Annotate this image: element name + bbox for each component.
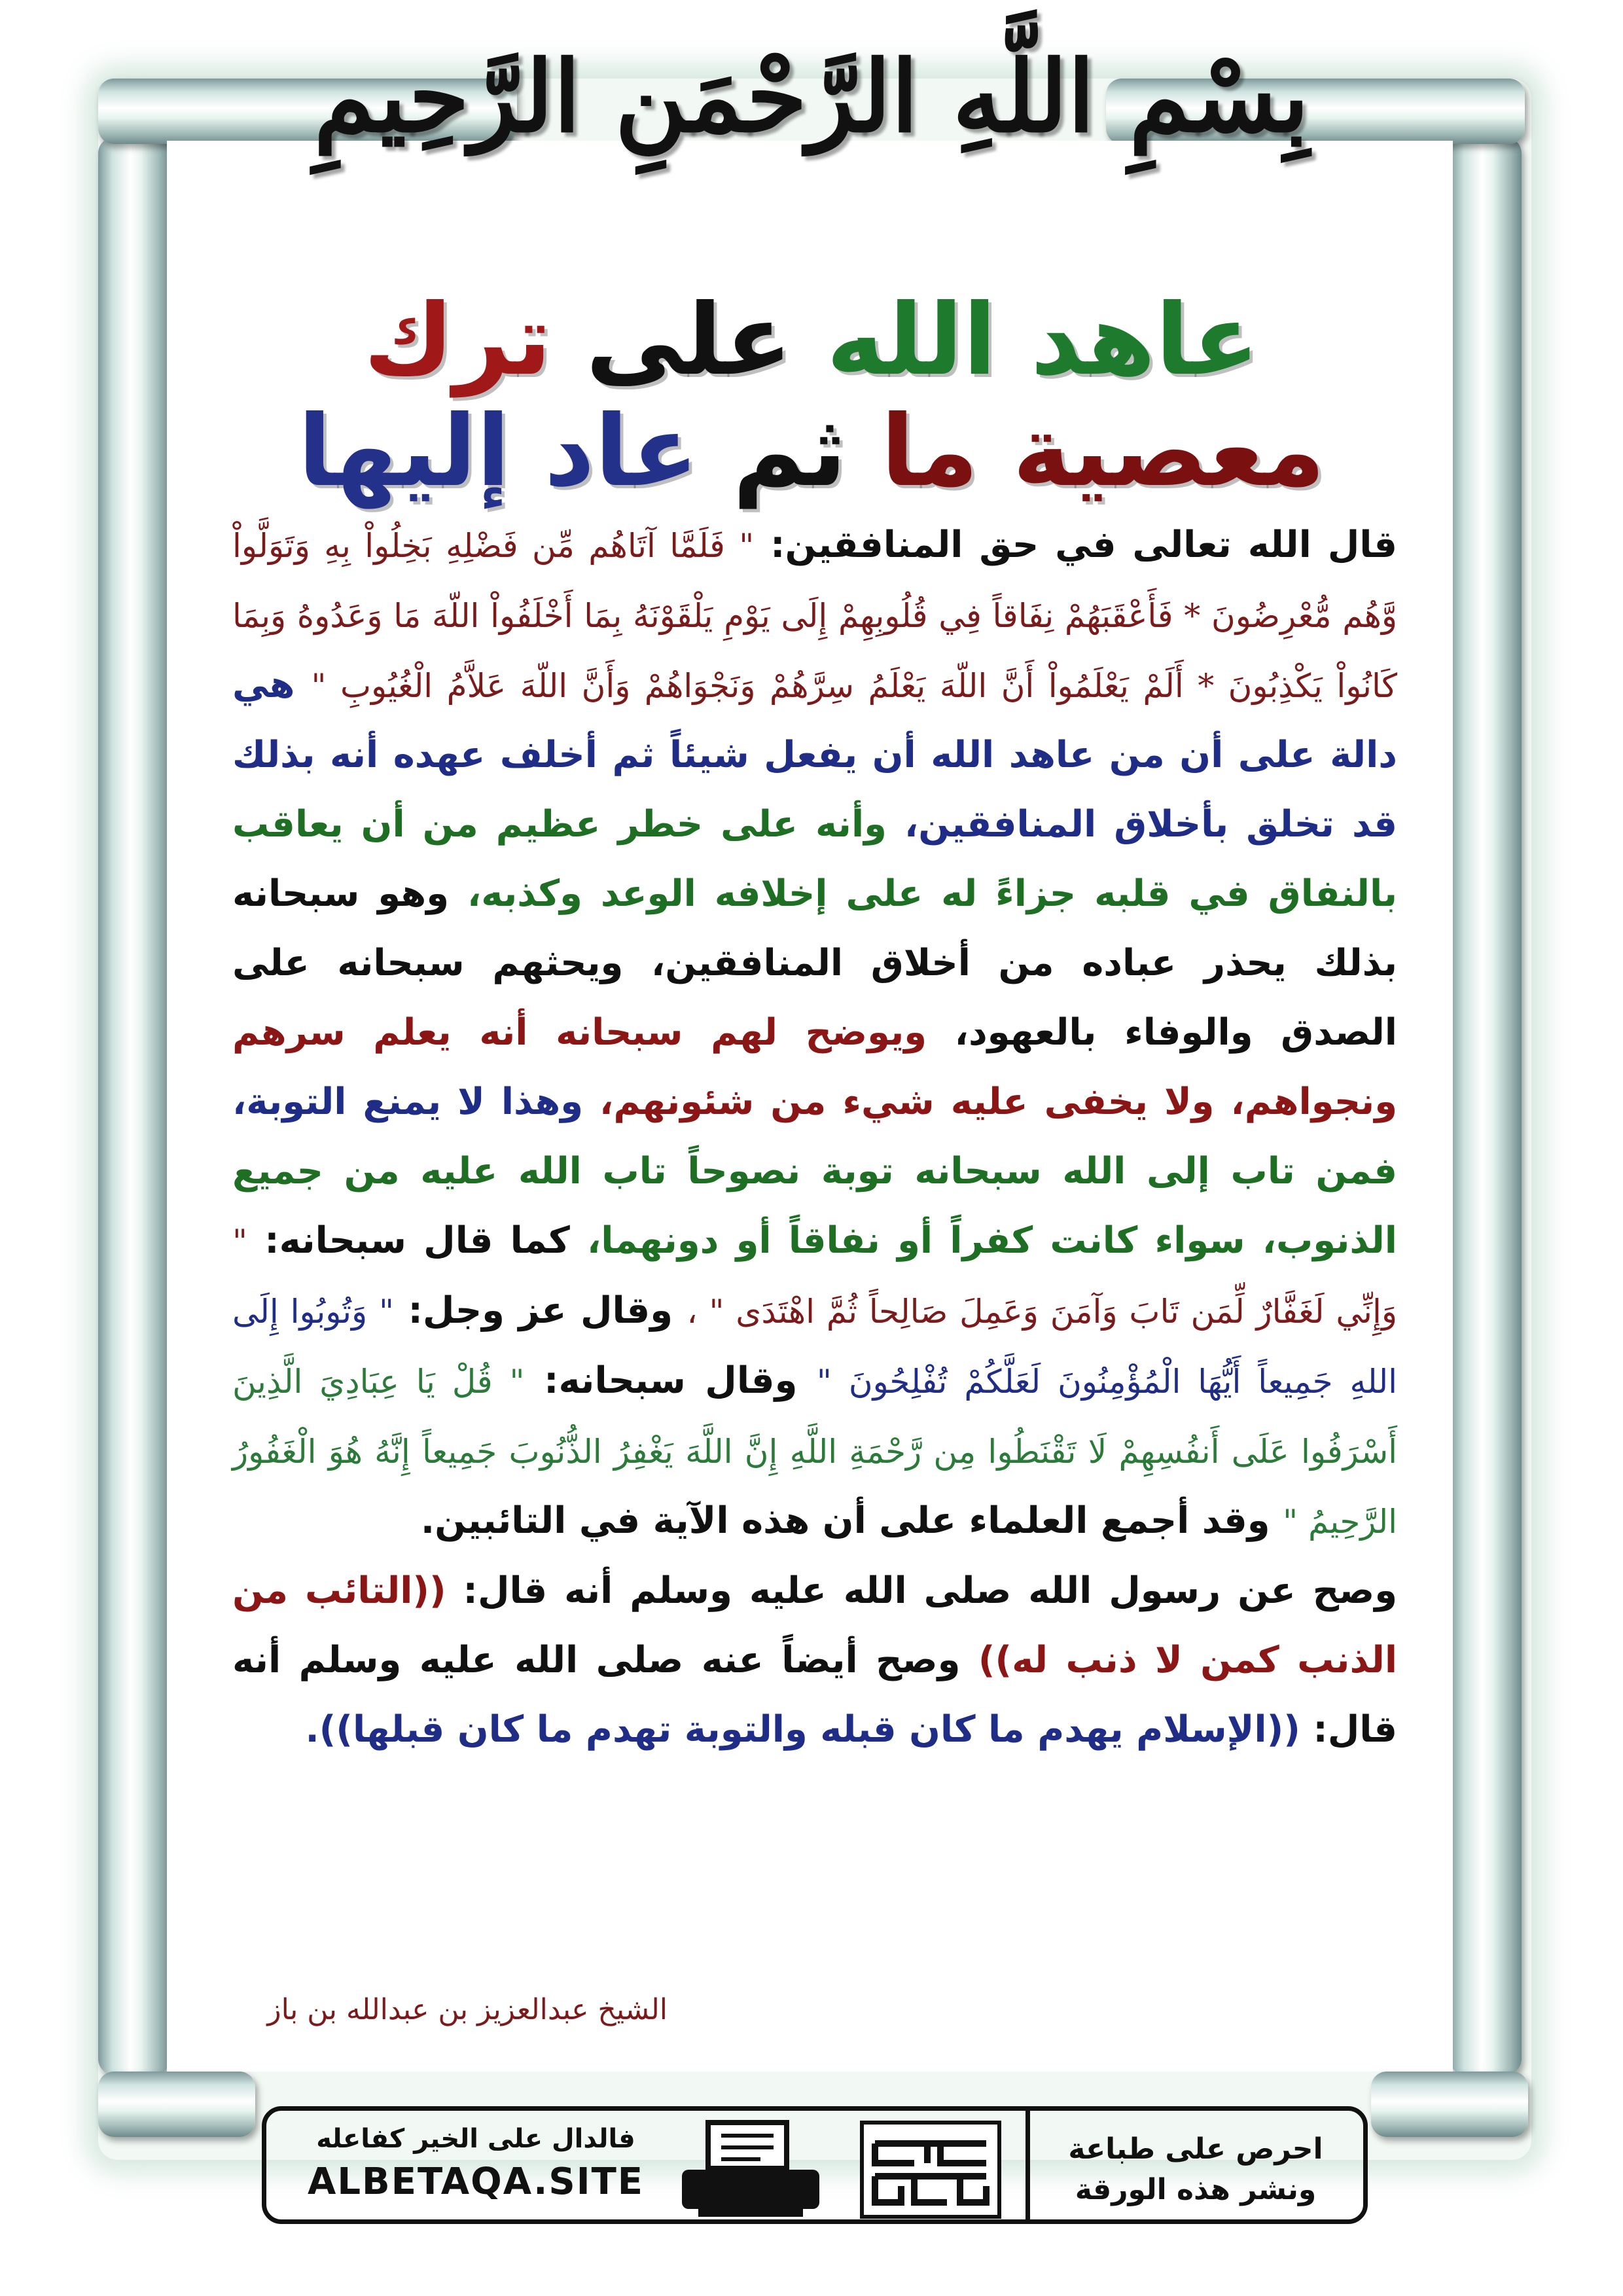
title-word: عاهد الله (826, 283, 1260, 397)
hadith: ((التائب من الذنب كمن لا ذنب له)) (232, 1570, 1398, 1681)
text-run: وقد أجمع العلماء على أن هذه الآية في التائبين. (420, 1499, 1270, 1542)
title-word: ثم (732, 395, 847, 509)
text-run: وهذا لا يمنع التوبة، (232, 1081, 584, 1123)
text-run: فمن تاب إلى الله سبحانه توبة نصوحاً تاب الله عليه من جميع الذنوب، سواء كانت كفراً أو نفاقاً أو دونهما، (232, 1150, 1398, 1262)
footer-divider (1026, 2106, 1030, 2224)
text-run: وأنه على خطر عظيم من أن يعاقب بالنفاق في قلبه جزاءً له على إخلافه الوعد وكذبه، (232, 803, 1397, 915)
quran-verse: " وَإِنِّي لَغَفَّارٌ لِّمَن تَابَ وَآمَنَ وَعَمِلَ صَالِحاً ثُمَّ اهْتَدَى " ، (232, 1223, 1397, 1331)
text-run: وهو سبحانه بذلك يحذر عباده من أخلاق المنافقين، ويحثهم سبحانه على الصدق والوفاء بالعهود، (232, 872, 1397, 1054)
frame-bottom-left-bar (98, 2072, 255, 2137)
title-word: معصية ما (880, 395, 1325, 509)
footer-right (1039, 2129, 1353, 2210)
footer-motto: فالدال على الخير كفاعله (316, 2124, 635, 2154)
printer-icon (672, 2116, 829, 2221)
title-word: ترك (363, 283, 552, 397)
footer-right-line-1: احرص على طباعة (1068, 2132, 1323, 2166)
quran-verse: " قُلْ يَا عِبَادِيَ الَّذِينَ أَسْرَفُوا عَلَى أَنفُسِهِمْ لَا تَقْنَطُوا مِن رَّحْمَةِ اللَّهِ إِنَّ اللَّهَ يَغْفِرُ الذُّنُوبَ جَمِيعاً إِنَّهُ هُوَ الْغَفُورُ الرَّحِيمُ " (232, 1363, 1397, 1541)
article-body (232, 511, 1397, 1765)
frame-bottom-right-bar (1371, 2072, 1528, 2137)
quran-verse: " فَلَمَّا آتَاهُم مِّن فَضْلِهِ بَخِلُواْ بِهِ وَتَوَلَّواْ وَّهُم مُّعْرِضُونَ * فَأَعْقَبَهُمْ نِفَاقاً فِي قُلُوبِهِمْ إِلَى يَوْمِ يَلْقَوْنَهُ بِمَا أَخْلَفُواْ اللّهَ مَا وَعَدُوهُ وَبِمَا كَانُواْ يَكْذِبُونَ * أَلَمْ يَعْلَمُواْ أَنَّ اللّهَ يَعْلَمُ سِرَّهُمْ وَنَجْوَاهُمْ وَأَنَّ اللّهَ عَلاَّمُ الْغُيُوبِ " (232, 527, 1398, 705)
text-run: وصح أيضاً عنه صلى الله عليه وسلم أنه قال: (232, 1639, 1397, 1751)
text-run: قال الله تعالى في حق المنافقين: (770, 524, 1397, 566)
calligraphy-logo (855, 2117, 1006, 2222)
quran-verse: " وَتُوبُوا إِلَى اللهِ جَمِيعاً أَيُّهَا الْمُؤْمِنُونَ لَعَلَّكُمْ تُفْلِحُونَ " (232, 1293, 1397, 1401)
title-line-2 (0, 395, 1623, 509)
footer-left (306, 2124, 646, 2203)
basmala: بِسْمِ اللَّهِ الرَّحْمَنِ الرَّحِيمِ (313, 39, 1310, 154)
hadith: ((الإسلام يهدم ما كان قبله والتوبة تهدم ما كان قبلها)). (305, 1708, 1300, 1751)
text-run: كما قال سبحانه: (264, 1219, 570, 1262)
footer-box (262, 2106, 1368, 2224)
text-run: ويوضح لهم سبحانه أنه يعلم سرهم ونجواهم، ولا يخفى عليه شيء من شئونهم، (232, 1011, 1398, 1123)
logo-graphic (855, 2117, 1006, 2222)
title-word: عاد إليها (298, 395, 699, 509)
text-run: هي دالة على أن من عاهد الله أن يفعل شيئاً ثم أخلف عهده أنه بذلك قد تخلق بأخلاق المنافقين، (232, 664, 1398, 846)
title-line-1 (0, 283, 1623, 397)
footer-right-line-2: ونشر هذه الورقة (1075, 2173, 1317, 2206)
footer-url[interactable]: ALBETAQA.SITE (307, 2161, 645, 2203)
title-word: على (586, 283, 793, 397)
text-run: وصح عن رسول الله صلى الله عليه وسلم أنه قال: (463, 1570, 1397, 1612)
author-signature: الشيخ عبدالعزيز بن عبدالله بن باز (267, 1993, 668, 2026)
text-run: وقال عز وجل: (408, 1289, 673, 1332)
text-run: وقال سبحانه: (544, 1359, 798, 1402)
